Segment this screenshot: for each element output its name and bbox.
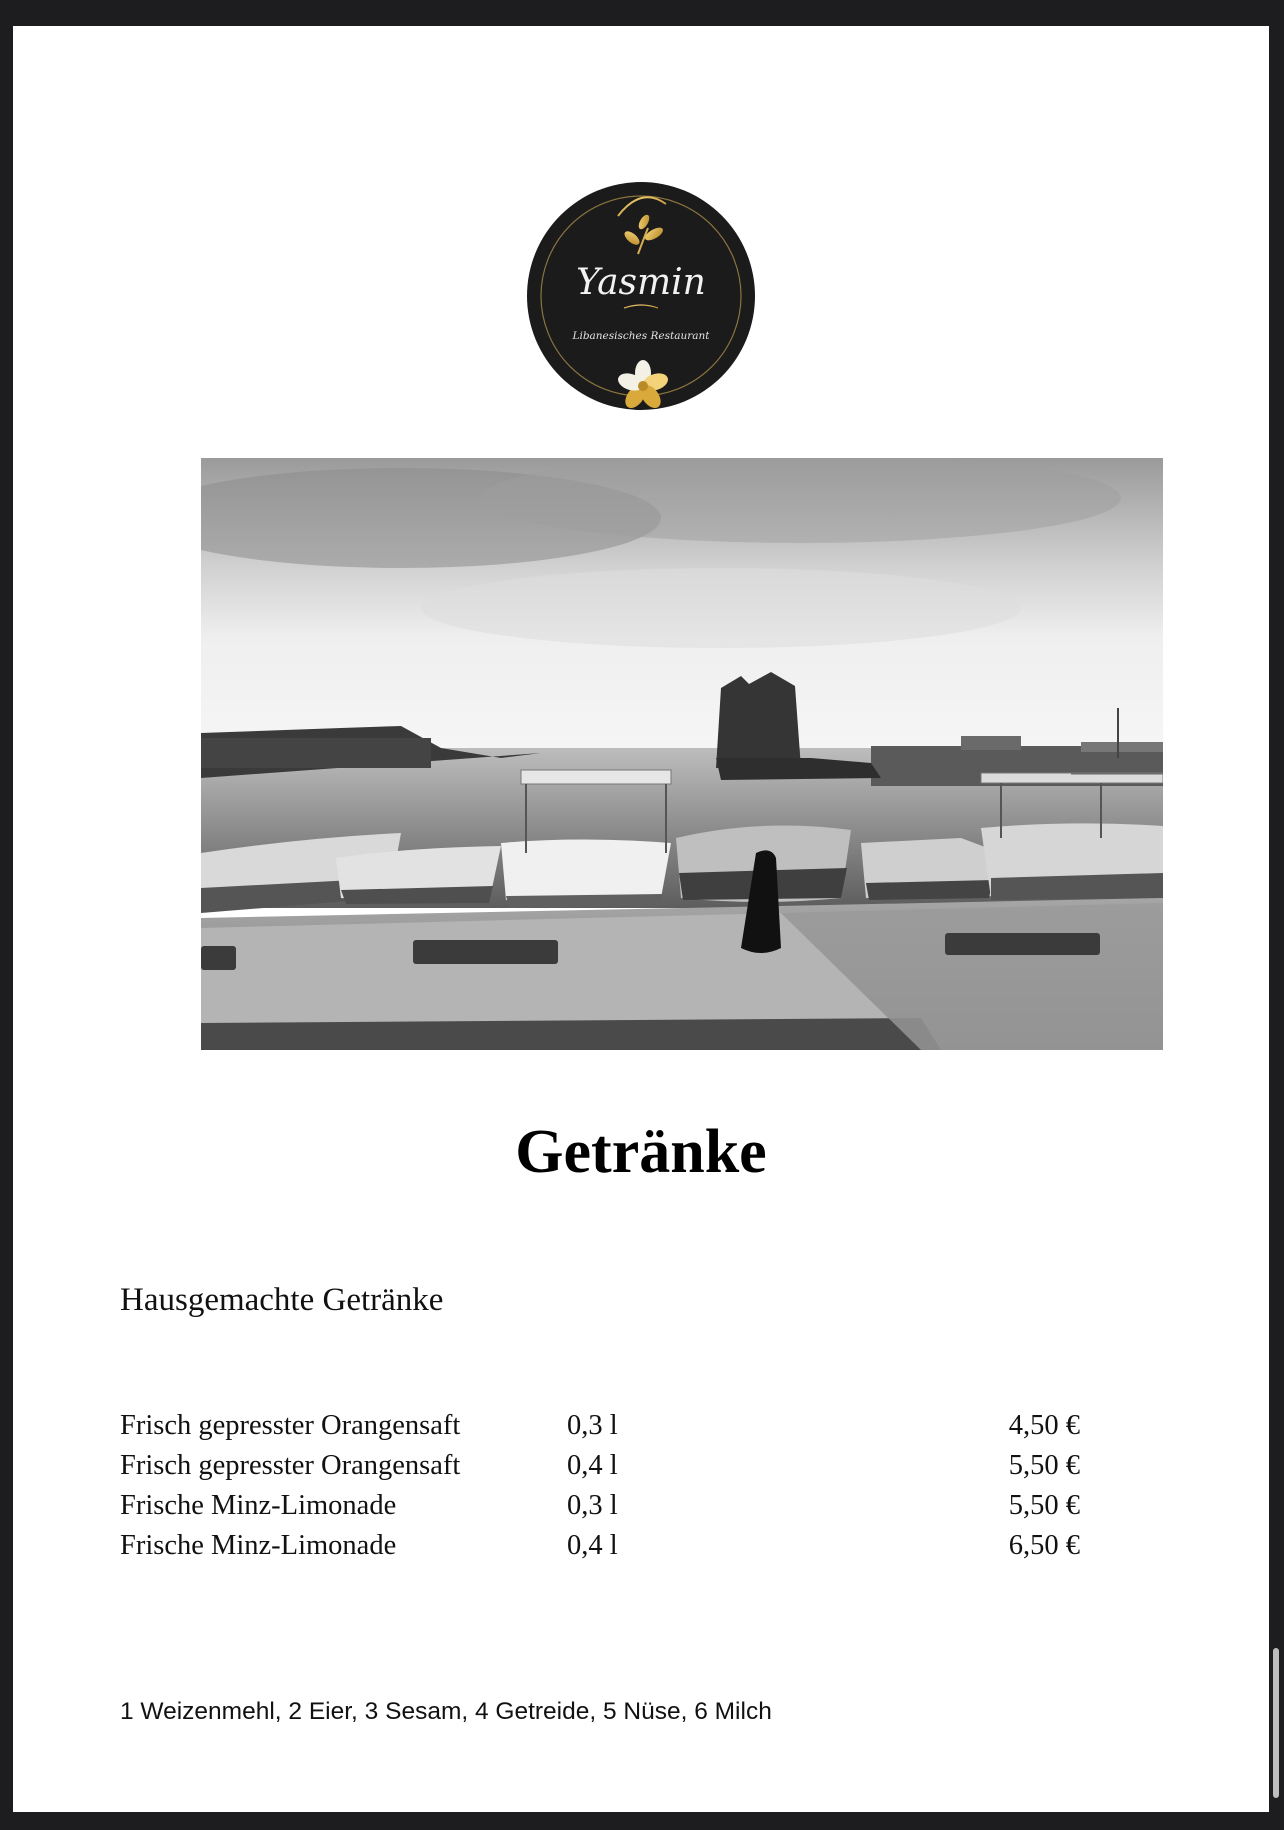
page-title: Getränke bbox=[515, 1118, 767, 1186]
item-name: Frische Minz-Limonade bbox=[120, 1530, 397, 1561]
item-size: 0,3 l bbox=[567, 1490, 618, 1521]
menu-page bbox=[13, 26, 1269, 1812]
item-size: 0,4 l bbox=[567, 1450, 618, 1481]
scrollbar-thumb[interactable] bbox=[1273, 1648, 1279, 1798]
item-name: Frisch gepresster Orangensaft bbox=[120, 1410, 461, 1441]
harbor-photo bbox=[201, 458, 1163, 1050]
item-name: Frisch gepresster Orangensaft bbox=[120, 1450, 461, 1481]
list-item bbox=[120, 1486, 1080, 1526]
restaurant-logo bbox=[526, 176, 756, 412]
list-item bbox=[120, 1446, 1080, 1486]
item-price: 6,50 € bbox=[1008, 1530, 1080, 1561]
logo-name: Yasmin bbox=[576, 262, 706, 303]
logo-tagline: Libanesisches Restaurant bbox=[572, 330, 710, 342]
allergen-legend: 1 Weizenmehl, 2 Eier, 3 Sesam, 4 Getreide, 5 Nüse, 6 Milch bbox=[120, 1698, 772, 1725]
item-price: 4,50 € bbox=[1008, 1410, 1080, 1441]
item-size: 0,4 l bbox=[567, 1530, 618, 1561]
list-item bbox=[120, 1526, 1080, 1566]
item-size: 0,3 l bbox=[567, 1410, 618, 1441]
item-name: Frische Minz-Limonade bbox=[120, 1490, 397, 1521]
item-price: 5,50 € bbox=[1008, 1450, 1080, 1481]
list-item bbox=[120, 1406, 1080, 1446]
drinks-list bbox=[120, 1406, 1080, 1566]
section-title: Hausgemachte Getränke bbox=[120, 1282, 444, 1318]
item-price: 5,50 € bbox=[1008, 1490, 1080, 1521]
